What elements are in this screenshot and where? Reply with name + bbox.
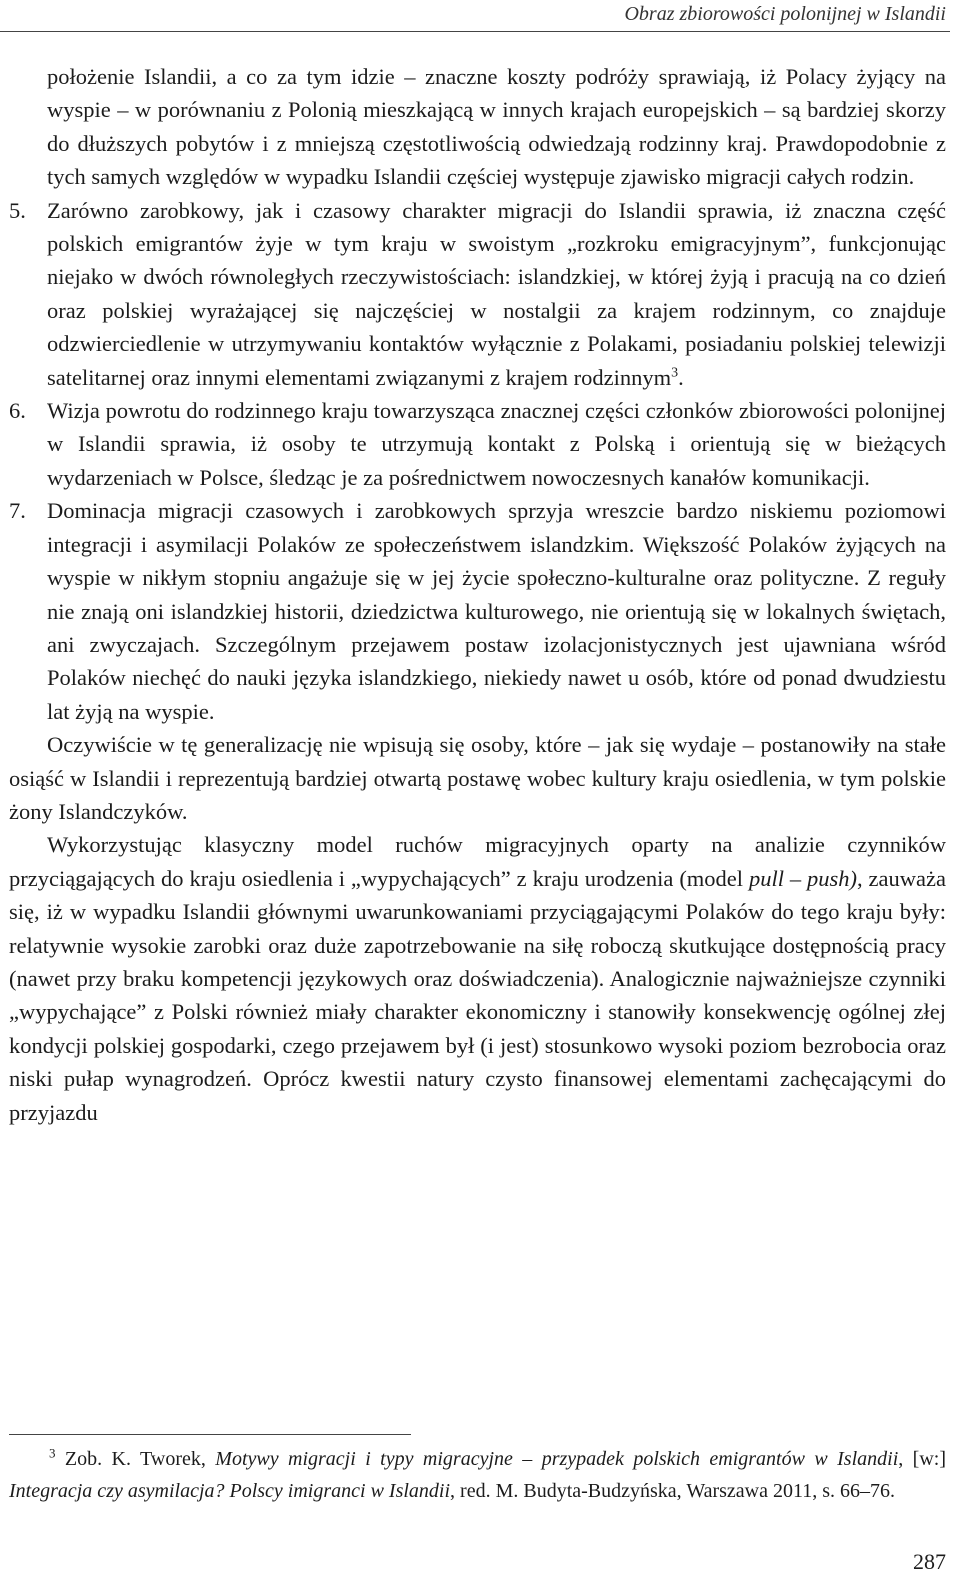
list-item-text: Zarówno zarobkowy, jak i czasowy charakter migracji do Islandii sprawia, iż znaczna część polskich emigrantów żyje w tym kraju w swoistym „rozkroku emigracyjnym”, funkcjonując niejako w dwóch równoległych rzeczywistościach: islandzkiej, w której żyją i pracują na co dzień oraz polskiej wyrażającej się najczęściej w nostalgii za krajem rodzinnym, co znajduje odzwierciedlenie w utrzymywaniu kontaktów wyłącznie z Polakami, posiadaniu polskiej telewizji satelitarnej oraz innymi elementami związanymi z krajem rodzinnym xyxy=(47,197,946,390)
list-item-5 xyxy=(9,194,946,394)
paragraph-text: , zauważa się, iż w wypadku Islandii głównymi uwarunkowaniami przyciągającymi Polaków do tego kraju były: relatywnie wysokie zarobki oraz duże zapotrzebowanie na siłę roboczą skutkujące dostępnością pracy (nawet przy braku kompetencji językowych oraz doświadczenia). Analogicznie najważniejsze czynniki „wypychające” z Polski również miały charakter ekonomiczny i stanowiły konsekwencję ogólnej złej kondycji polskiej gospodarki, czego przejawem był (i jest) stosunkowo wysoki poziom bezrobocia oraz niski pułap wynagrodzeń. Oprócz kwestii natury czysto finansowej elementami zachęcającymi do przyjazdu xyxy=(9,865,946,1125)
footnote-title: Motywy migracji i typy migracyjne – przypadek polskich emigrantów w Islandii xyxy=(215,1448,899,1470)
paragraph xyxy=(9,828,946,1129)
list-item-text: Wizja powrotu do rodzinnego kraju towarzysząca znacznej części członków zbiorowości polonijnej w Islandii sprawia, iż osoby te utrzymują kontakt z Polską i orientują się w bieżących wydarzeniach w Polsce, śledząc je za pośrednictwem nowoczesnych kanałów komunikacji. xyxy=(47,398,946,490)
list-item-end: . xyxy=(678,364,684,390)
body-text xyxy=(9,60,946,1129)
list-number: 5. xyxy=(9,197,26,223)
footnote-text: Zob. K. Tworek, xyxy=(55,1448,216,1470)
list-item-7 xyxy=(9,494,946,728)
paragraph-text: Wykorzystując klasyczny model ruchów migracyjnych oparty na analizie czynników przyciągających do kraju osiedlenia i „wypychających” z kraju urodzenia (model xyxy=(9,832,946,891)
footnote-mark: 3 xyxy=(49,1445,56,1461)
footnote-text: , [w:] xyxy=(898,1448,946,1470)
footnote-reference: 3 xyxy=(671,365,679,381)
italic-term: pull – push) xyxy=(748,865,858,891)
list-number: 7. xyxy=(9,498,26,524)
header-rule xyxy=(0,31,950,32)
list-number: 6. xyxy=(9,398,26,424)
list-item-text: Dominacja migracji czasowych i zarobkowych sprzyja wreszcie bardzo niskiemu poziomowi integracji i asymilacji Polaków ze społeczeństwem islandzkim. Większość Polaków żyjących na wyspie w nikłym stopniu angażuje się w jej życie społeczno-kulturalne oraz polityczne. Z reguły nie znają oni islandzkiej historii, dziedzictwa kulturowego, nie orientują się w lokalnych świętach, ani zwyczajach. Szczególnym przejawem postaw izolacjonistycznych jest ujawniana wśród Polaków niechęć do nauki języka islandzkiego, niekiedy nawet u osób, które od ponad dwudziestu lat żyją na wyspie. xyxy=(47,498,946,724)
footnote xyxy=(9,1443,946,1507)
running-head: Obraz zbiorowości polonijnej w Islandii xyxy=(624,3,946,25)
list-item-6 xyxy=(9,394,946,494)
footnote-text: , red. M. Budyta-Budzyńska, Warszawa 2011, s. 66–76. xyxy=(450,1480,896,1502)
paragraph: Oczywiście w tę generalizację nie wpisują się osoby, które – jak się wydaje – postanowiły na stałe osiąść w Islandii i reprezentują bardziej otwartą postawę wobec kultury kraju osiedlenia, w tym polskie żony Islandczyków. xyxy=(9,732,946,824)
footnote-title: Integracja czy asymilacja? Polscy imigranci w Islandii xyxy=(9,1480,451,1502)
footnote-rule xyxy=(9,1434,411,1435)
page-number: 287 xyxy=(913,1549,946,1574)
paragraph-continuation: położenie Islandii, a co za tym idzie – znaczne koszty podróży sprawiają, iż Polacy żyjący na wyspie – w porównaniu z Polonią mieszkającą w innych krajach europejskich – są bardziej skorzy do dłuższych pobytów i z mniejszą częstotliwością odwiedzają rodzinny kraj. Prawdopodobnie z tych samych względów w wypadku Islandii częściej występuje zjawisko migracji całych rodzin. xyxy=(47,64,946,190)
